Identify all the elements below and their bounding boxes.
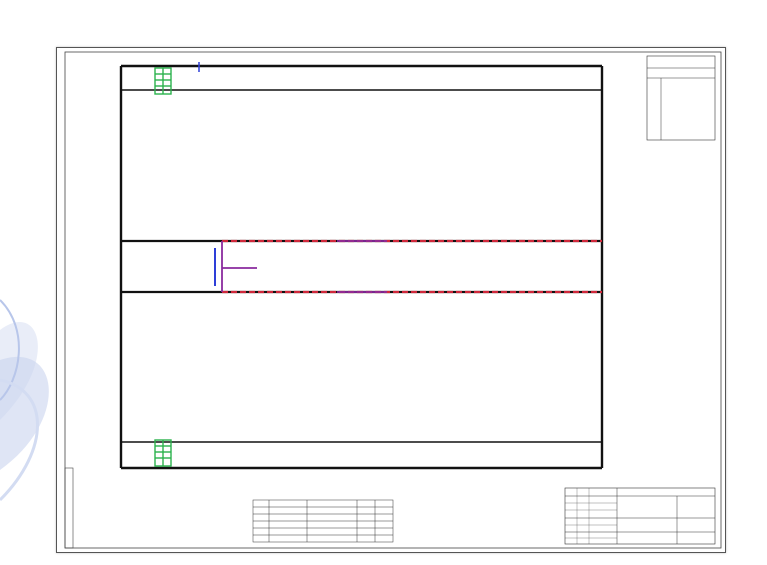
bottom-schedule <box>253 500 393 542</box>
sheet-frame <box>65 52 721 548</box>
corridor-walls <box>121 90 602 442</box>
floor-plan <box>57 48 725 552</box>
sandwich-panel-walls <box>222 241 387 292</box>
title-block <box>565 488 715 544</box>
openings-table <box>647 56 715 140</box>
drawing-sheet <box>56 47 726 553</box>
outer-walls <box>121 66 602 468</box>
binding-strip <box>65 468 73 548</box>
stairwell-bottom <box>155 440 171 466</box>
